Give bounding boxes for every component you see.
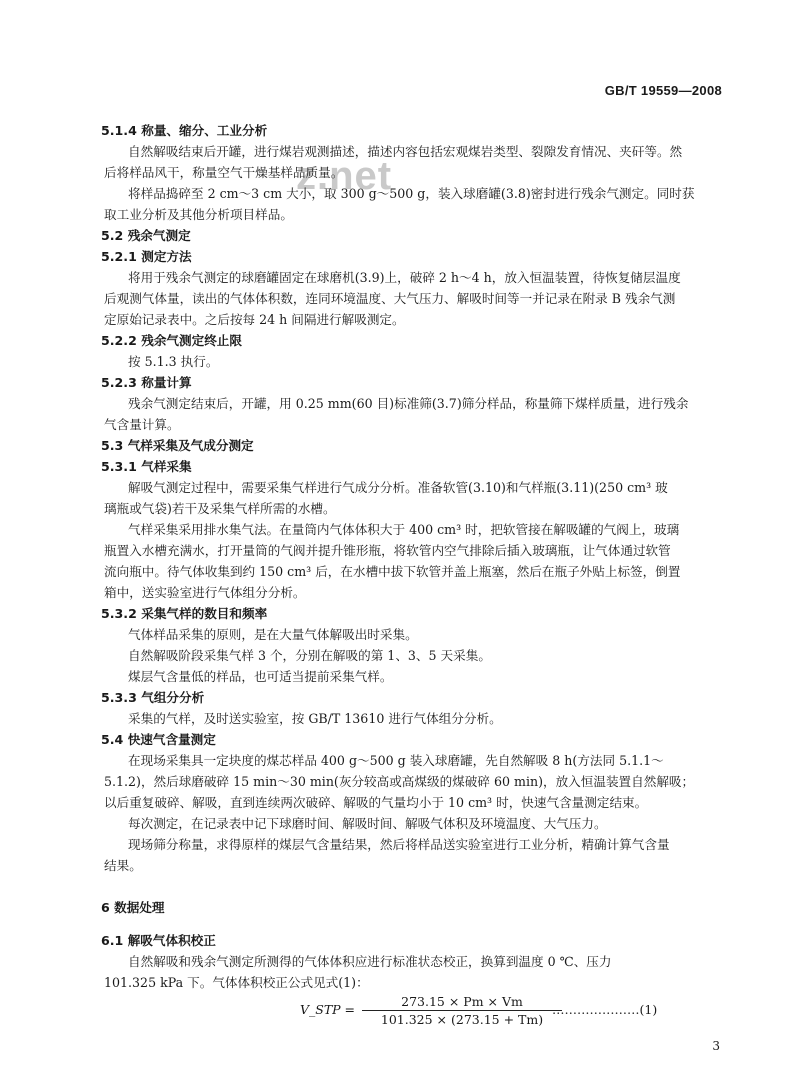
section-heading: 6.1 解吸气体积校正	[101, 933, 216, 948]
body-text-line: 5.1.2)，然后球磨破碎 15 min～30 min(灰分较高或高煤级的煤破碎 60 min)，放入恒温装置自然解吸；	[104, 774, 695, 789]
body-text-line: 残余气测定结束后，开罐，用 0.25 mm(60 目)标准筛(3.7)筛分样品，称量筛下煤样质量，进行残余	[128, 396, 689, 411]
body-text-line: 流向瓶中。待气体收集到约 150 cm³ 后，在水槽中拔下软管并盖上瓶塞，然后在瓶子外贴上标签，倒置	[104, 564, 681, 579]
section-heading: 5.2 残余气测定	[101, 228, 191, 243]
body-text-line: 箱中，送实验室进行气体组分分析。	[104, 585, 306, 600]
body-text-line: 101.325 kPa 下。气体体积校正公式见式(1)：	[104, 975, 369, 990]
body-text-line: 将用于残余气测定的球磨罐固定在球磨机(3.9)上，破碎 2 h～4 h，放入恒温装置，待恢复储层温度	[128, 270, 681, 285]
body-text-line: 自然解吸和残余气测定所测得的气体体积应进行标准状态校正，换算到温度 0 ℃、压力	[128, 954, 612, 969]
body-text-line: 璃瓶或气袋)若干及采集气样所需的水槽。	[104, 501, 336, 516]
section-heading: 5.3.3 气组分分析	[101, 690, 205, 705]
section-heading: 5.3 气样采集及气成分测定	[101, 438, 254, 453]
body-text-line: 后将样品风干，称量空气干燥基样品质量。	[104, 165, 344, 180]
body-text-line: 现场筛分称量，求得原样的煤层气含量结果，然后将样品送实验室进行工业分析，精确计算气含量	[128, 837, 670, 852]
body-text-line: 按 5.1.3 执行。	[128, 354, 219, 369]
body-text-line: 取工业分析及其他分析项目样品。	[104, 207, 293, 222]
body-text-line: 自然解吸结束后开罐，进行煤岩观测描述，描述内容包括宏观煤岩类型、裂隙发育情况、夹矸等。然	[128, 144, 683, 159]
body-text-line: 气含量计算。	[104, 417, 180, 432]
section-heading: 6 数据处理	[101, 900, 165, 915]
section-heading: 5.2.3 称量计算	[101, 375, 192, 390]
body-text-line: 后观测气体量，读出的气体体积数，连同环境温度、大气压力、解吸时间等一并记录在附录 B 残余气测	[104, 291, 676, 306]
body-text-line: 自然解吸阶段采集气样 3 个，分别在解吸的第 1、3、5 天采集。	[128, 648, 491, 663]
body-text-line: 气样采集采用排水集气法。在量筒内气体体积大于 400 cm³ 时，把软管接在解吸罐的气阀上，玻璃	[128, 522, 680, 537]
body-text-line: 每次测定，在记录表中记下球磨时间、解吸时间、解吸气体积及环境温度、大气压力。	[128, 816, 607, 831]
section-heading: 5.1.4 称量、缩分、工业分析	[101, 123, 268, 138]
watermark-text: z.net	[296, 154, 393, 198]
section-heading: 5.3.1 气样采集	[101, 459, 192, 474]
body-text-line: 气体样品采集的原则，是在大量气体解吸出时采集。	[128, 627, 418, 642]
body-text-line: 采集的气样，及时送实验室，按 GB/T 13610 进行气体组分分析。	[128, 711, 502, 726]
body-text-line: 煤层气含量低的样品，也可适当提前采集气样。	[128, 669, 393, 684]
body-text-line: 以后重复破碎、解吸，直到连续两次破碎、解吸的气量均小于 10 cm³ 时，快速气含量测定结束。	[104, 795, 648, 810]
body-text-line: 结果。	[104, 858, 142, 873]
section-heading: 5.3.2 采集气样的数目和频率	[101, 606, 268, 621]
page-number: 3	[712, 1039, 720, 1053]
formula-denominator: 101.325 × (273.15 + Tm)	[380, 1012, 544, 1027]
body-text-line: 定原始记录表中。之后按每 24 h 间隔进行解吸测定。	[104, 312, 405, 327]
body-text-line: 解吸气测定过程中，需要采集气样进行气成分分析。准备软管(3.10)和气样瓶(3.11)(250 cm³ 玻	[128, 480, 668, 495]
section-heading: 5.2.1 测定方法	[101, 249, 192, 264]
formula-tag: …………………(1)	[552, 1002, 658, 1017]
standard-number: GB/T 19559—2008	[604, 83, 722, 98]
formula-lhs: V_STP =	[300, 1002, 356, 1017]
section-heading: 5.2.2 残余气测定终止限	[101, 333, 242, 348]
formula-fraction	[362, 994, 562, 1027]
formula-numerator: 273.15 × Pm × Vm	[362, 994, 562, 1011]
body-text-line: 将样品捣碎至 2 cm～3 cm 大小，取 300 g～500 g，装入球磨罐(3.8)密封进行残余气测定。同时获	[128, 186, 695, 201]
body-text-line: 瓶置入水槽充满水，打开量筒的气阀并提升锥形瓶，将软管内空气排除后插入玻璃瓶，让气体通过软管	[104, 543, 671, 558]
section-heading: 5.4 快速气含量测定	[101, 732, 216, 747]
body-text-line: 在现场采集具一定块度的煤芯样品 400 g～500 g 装入球磨罐，先自然解吸 8 h(方法同 5.1.1～	[128, 753, 664, 768]
